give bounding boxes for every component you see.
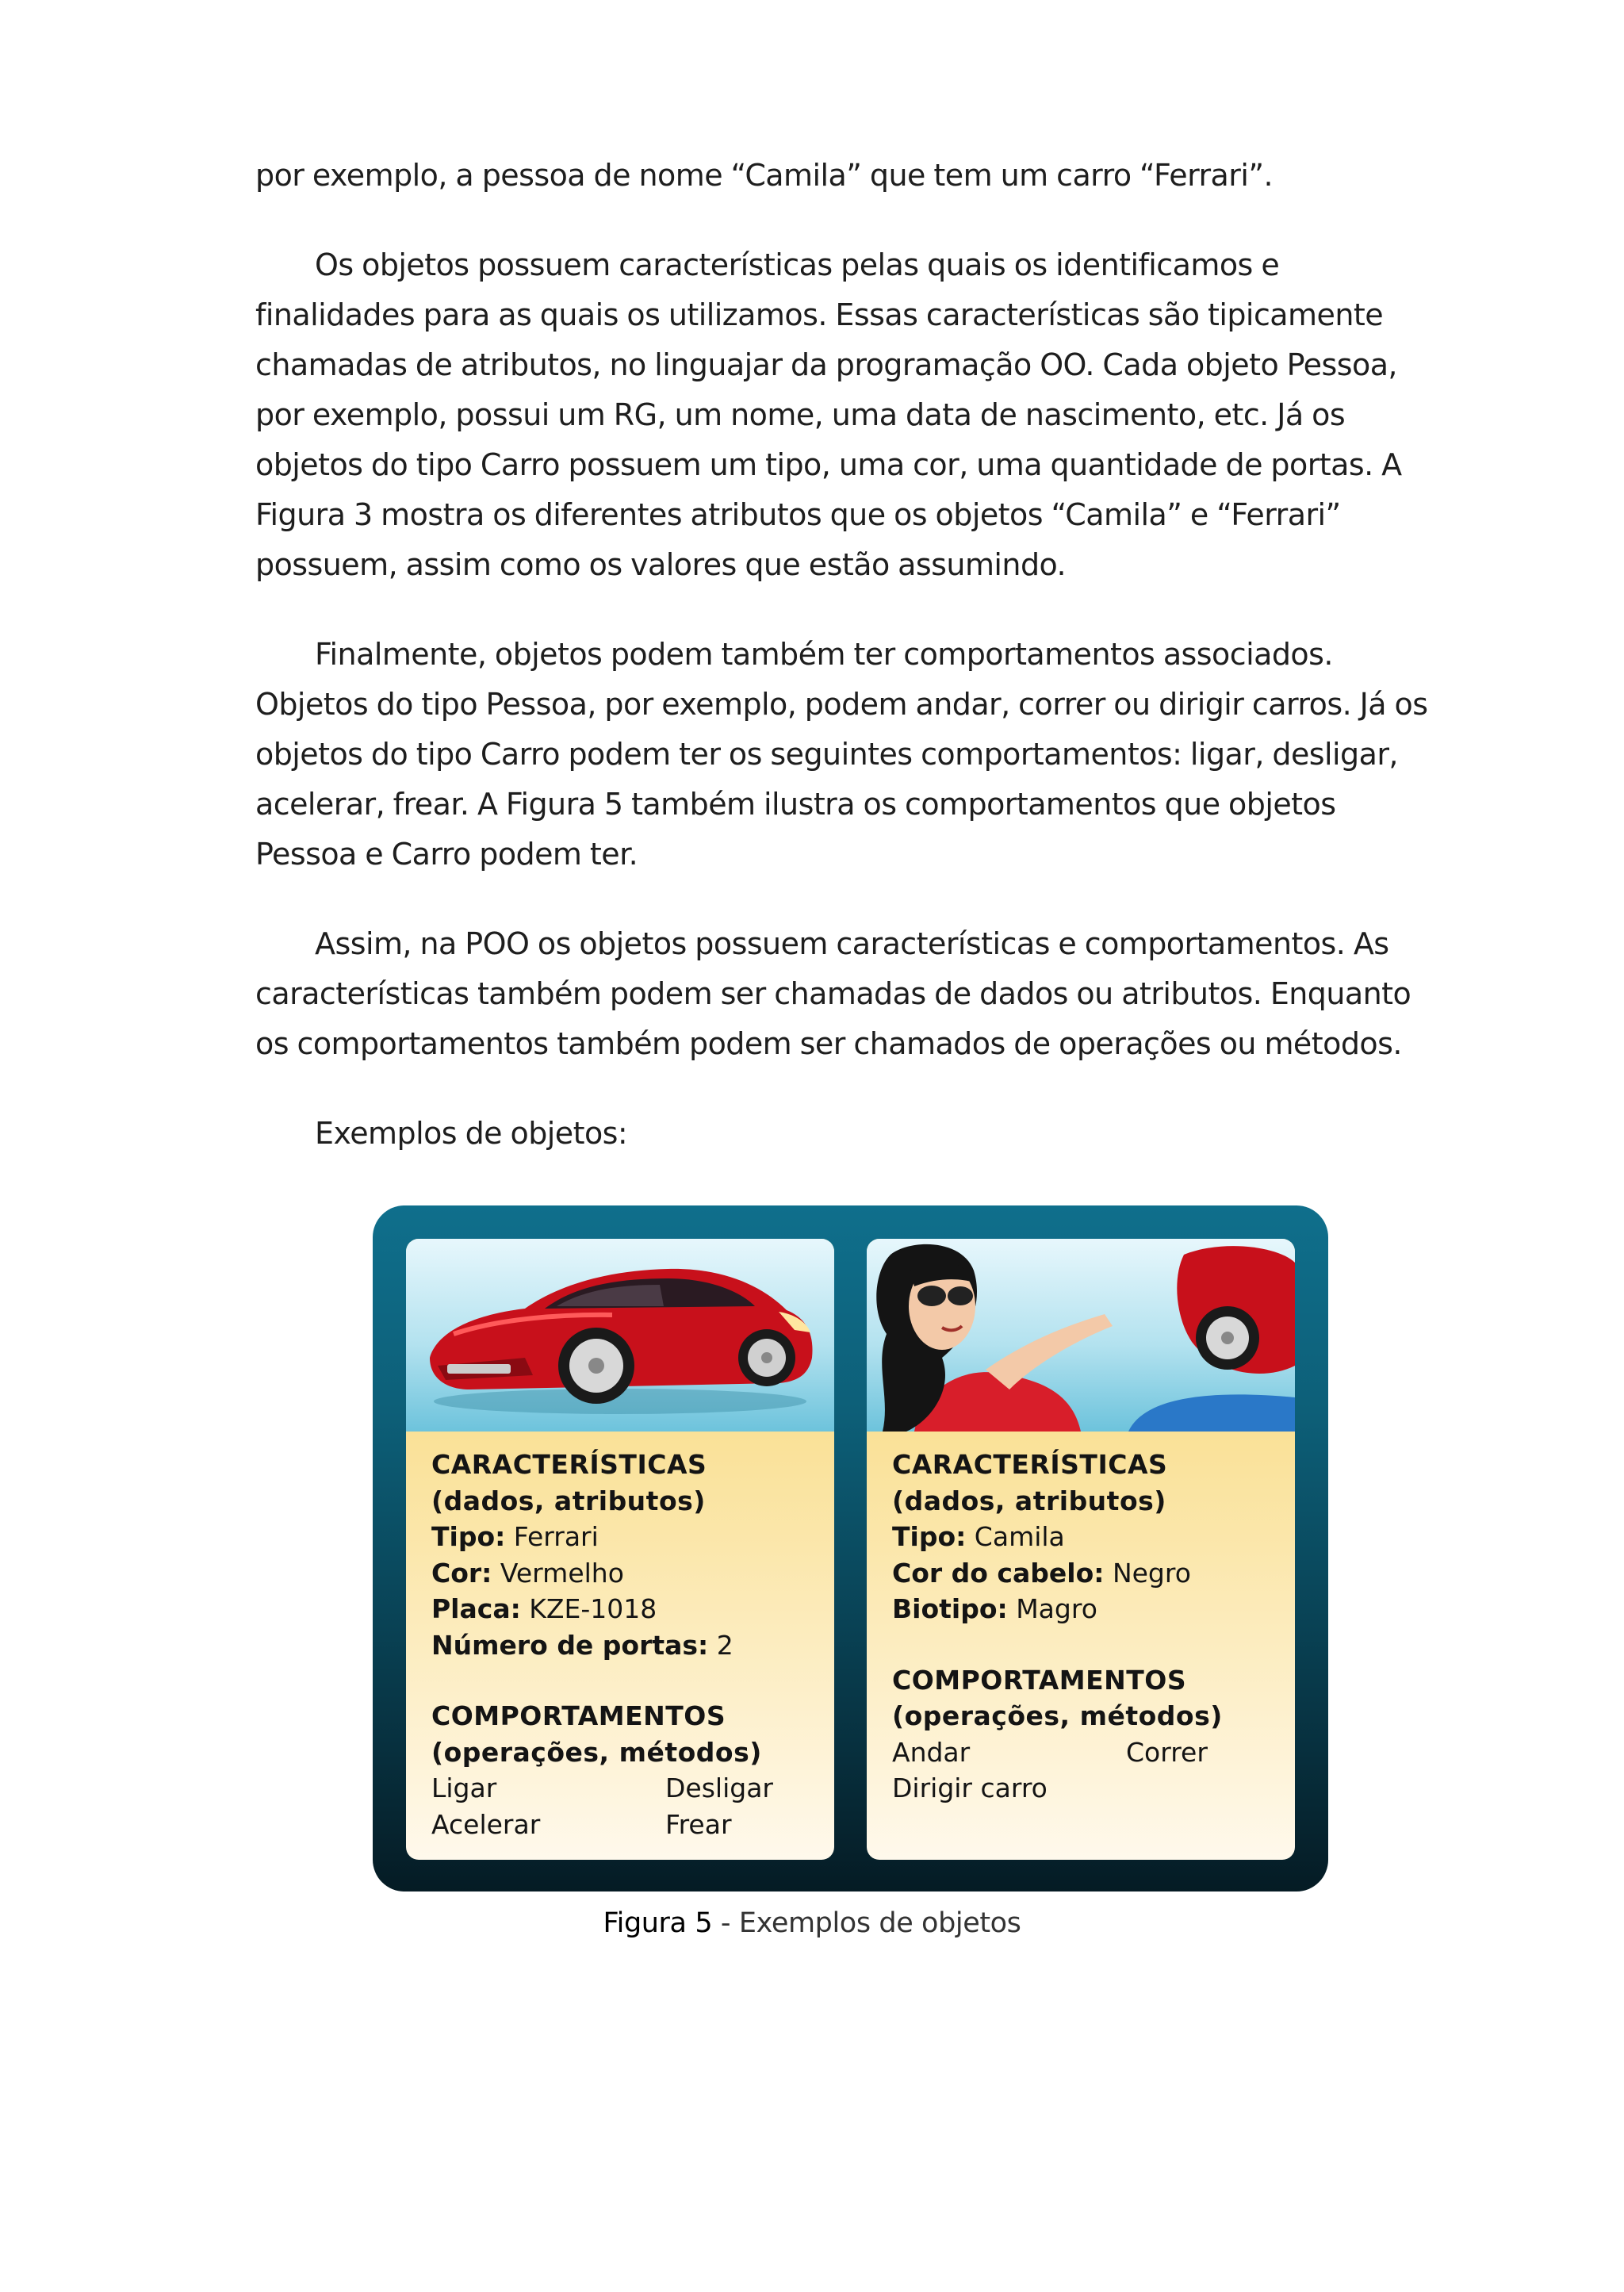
car-object-card (406, 1239, 834, 1860)
paragraph-intro: por exemplo, a pessoa de nome “Camila” que tem um carro “Ferrari”. (255, 158, 1274, 193)
person-beh-heading: COMPORTAMENTOS (892, 1664, 1187, 1696)
car-behavior-row: Ligar Desligar (431, 1773, 773, 1803)
car-attr-row: Cor: Vermelho (431, 1557, 624, 1589)
document-body (255, 151, 1437, 1198)
car-attr-subheading: (dados, atributos) (431, 1485, 706, 1516)
paragraph-examples-heading: Exemplos de objetos: (315, 1116, 628, 1151)
woman-with-car-icon (867, 1239, 1295, 1432)
car-attr-heading: CARACTERÍSTICAS (431, 1449, 707, 1480)
car-attr-row: Número de portas: 2 (431, 1629, 733, 1661)
person-attr-row: Cor do cabelo: Negro (892, 1557, 1191, 1589)
person-behavior-row: Dirigir carro (892, 1773, 1048, 1803)
car-beh-heading: COMPORTAMENTOS (431, 1700, 726, 1731)
person-beh-subheading: (operações, métodos) (892, 1700, 1223, 1731)
car-behavior-row: Acelerar Frear (431, 1808, 732, 1840)
figure-caption (0, 1907, 1624, 1939)
car-attr-row: Tipo: Ferrari (431, 1521, 599, 1552)
person-attr-heading: CARACTERÍSTICAS (892, 1449, 1168, 1480)
caption-separator: - (712, 1907, 739, 1939)
car-illustration (406, 1239, 834, 1432)
person-object-card (867, 1239, 1295, 1860)
caption-text: Exemplos de objetos (738, 1907, 1021, 1939)
person-illustration (867, 1239, 1295, 1432)
person-attr-subheading: (dados, atributos) (892, 1485, 1166, 1516)
figure-objects (373, 1205, 1328, 1891)
paragraph-summary: Assim, na POO os objetos possuem características e comportamentos. As características também podem ser chamadas de dados ou atributos. Enquanto os comportamentos também podem ser chamados de operações ou métodos. (255, 926, 1411, 1061)
red-car-icon (406, 1239, 834, 1432)
person-behavior-row: Andar Correr (892, 1736, 1208, 1768)
car-attr-row: Placa: KZE-1018 (431, 1593, 657, 1624)
car-card-text (431, 1447, 818, 1842)
person-attr-row: Biotipo: Magro (892, 1593, 1097, 1624)
caption-label: Figura 5 (603, 1907, 713, 1939)
paragraph-attributes: Os objetos possuem características pelas quais os identificamos e finalidades para as quais os utilizamos. Essas características são tipicamente chamadas de atributos, no linguajar da programação OO. Cada objeto Pessoa, por exemplo, possui um RG, um nome, uma data de nascimento, etc. Já os objetos do tipo Carro possuem um tipo, uma cor, uma quantidade de portas. A Figura 3 mostra os diferentes atributos que os objetos “Camila” e “Ferrari” possuem, assim como os valores que estão assumindo. (255, 247, 1402, 582)
paragraph-behaviors: Finalmente, objetos podem também ter comportamentos associados. Objetos do tipo Pessoa, por exemplo, podem andar, correr ou dirigir carros. Já os objetos do tipo Carro podem ter os seguintes comportamentos: ligar, desligar, acelerar, frear. A Figura 5 também ilustra os comportamentos que objetos Pessoa e Carro podem ter. (255, 637, 1428, 872)
car-beh-subheading: (operações, métodos) (431, 1736, 762, 1768)
person-attr-row: Tipo: Camila (892, 1521, 1065, 1552)
person-card-text (892, 1447, 1279, 1807)
